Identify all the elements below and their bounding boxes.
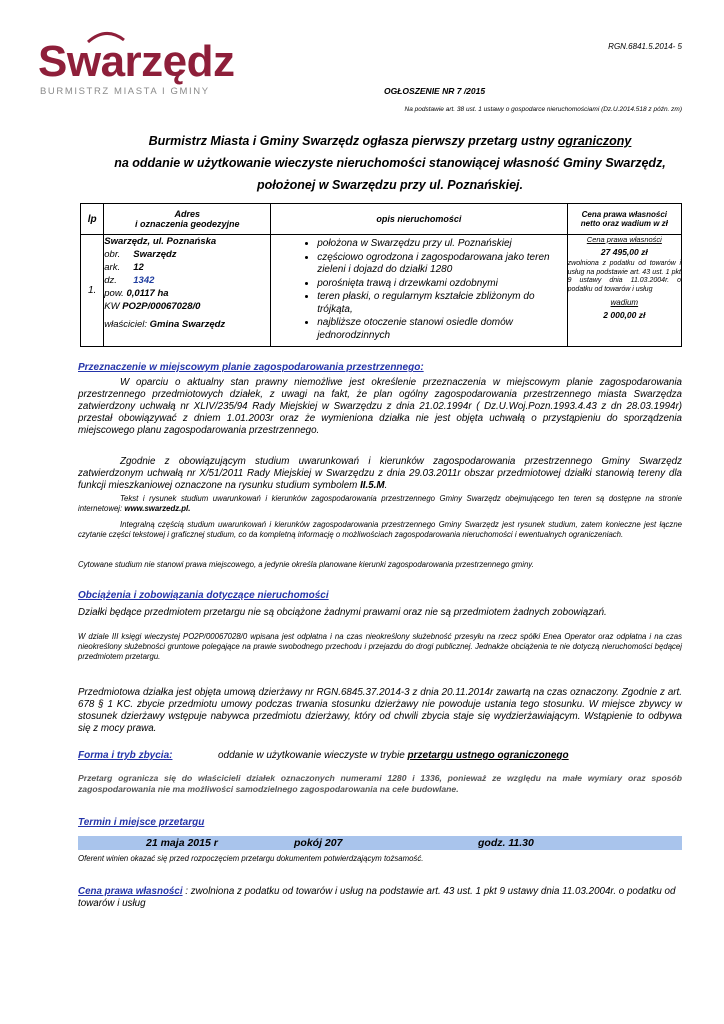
header-price: Cena prawa własności netto oraz wadium w zł	[567, 204, 681, 235]
price-label: Cena prawa własności	[586, 235, 662, 244]
list-item: • teren płaski, o regularnym kształcie zbliżonym do trójkąta,	[317, 291, 566, 316]
table-header-row	[81, 204, 682, 235]
purpose-paragraph-5: Cytowane studium nie stanowi prawa miejscowego, a jedynie określa planowane kierunki zagospodarowania przestrzennego gminy.	[78, 560, 534, 569]
table-row	[81, 235, 682, 347]
term-date: 21 maja 2015 r	[146, 837, 218, 849]
address-kw: KW PO2P/00067028/0	[104, 301, 201, 312]
encumbrances-section-title: Obciążenia i zobowiązania dotyczące nieruchomości	[78, 590, 329, 601]
term-highlight-bar	[78, 836, 682, 850]
price-tax-note: zwolniona z podatku od towarów i usług na podstawie art. 43 ust. 1 pkt 9 ustawy dnia 11.03.2004r. o podatku od towarów i usług	[567, 260, 681, 293]
list-item: • położona w Swarzędzu przy ul. Poznańskiej	[317, 238, 566, 251]
headline-line-1: Burmistrz Miasta i Gminy Swarzędz ogłasza pierwszy przetarg ustny ograniczony	[148, 134, 632, 148]
purpose-paragraph-3: Tekst i rysunek studium uwarunkowań i kierunków zagospodarowania przestrzennego Gminy Swarzędz obejmującego ten teren są dostępne na stronie internetowej: www.swarzedz.pl.	[78, 494, 682, 513]
deposit-label: wadium	[610, 298, 639, 307]
purpose-paragraph-2: Zgodnie z obowiązującym studium uwarunkowań i kierunków zagospodarowania przestrzennego Gminy Swarzędz zatwierdzonym uchwałą nr X/51/2011 Rady Miejskiej w Swarzędzu z dnia 29.03.2011r obszar przedmiotowej działki stanowią tereny dla funkcji mieszkaniowej oznaczone na rysunku studium symbolem II.5.M.	[78, 456, 682, 491]
term-note: Oferent winien okazać się przed rozpoczęciem przetargu dokumentem potwierdzającym tożsamość.	[78, 854, 424, 863]
list-item: • najbliższe otoczenie stanowi osiedle domów jednorodzinnych	[317, 317, 566, 342]
term-time: godz. 11.30	[478, 837, 534, 849]
encumbrances-paragraph-3: Przedmiotowa działka jest objęta umową dzierżawy nr RGN.6845.37.2014-3 z dnia 20.11.2014r zawartą na czas oznaczony. Zgodnie z art. 678 § 1 KC. zbycie przedmiotu umowy podczas trwania stosunku dzierżawy nie powoduje ustania tego stosunku. W miejsce zbywcy w stosunek dzierżawy wstępuje nabywca przedmiotu dzierżawy, który od chwili zbycia staje się wydzierżawiającym. Wstąpienie to odbywa się z mocy prawa.	[78, 687, 682, 734]
header-lp: lp	[81, 204, 104, 235]
address-ark: ark. 12	[104, 262, 144, 273]
list-item: • porośnięta trawą i drzewkami ozdobnymi	[317, 278, 566, 291]
row-lp: 1.	[81, 235, 104, 347]
deposit-value: 2 000,00 zł	[603, 309, 646, 320]
row-description	[271, 235, 567, 347]
purpose-section-title: Przeznaczenie w miejscowym planie zagospodarowania przestrzennego:	[78, 362, 424, 373]
term-room: pokój 207	[294, 837, 343, 849]
address-pow: pow. 0,0117 ha	[104, 288, 169, 299]
encumbrances-paragraph-1: Działki będące przedmiotem przetargu nie są obciążone żadnymi prawami oraz nie są przedmiotem żadnych zobowiązań.	[78, 607, 607, 618]
address-dz: dz. 1342	[104, 275, 155, 286]
row-address	[104, 235, 271, 347]
logo-wordmark: Swarzędz	[38, 37, 235, 86]
row-price	[567, 235, 681, 347]
encumbrances-paragraph-2: W dziale III księgi wieczystej PO2P/00067028/0 wpisana jest odpłatna i na czas nieokreślony służebność przesyłu na rzecz spółki Enea Operator oraz odpłatna i na czas nieokreślony służebności gruntowe polegające na prawie swobodnego przechodu i przejazdu do drogi publicznej. Jednakże obciążenia te nie dotyczą nieruchomości będącej przedmiotem przetargu.	[78, 632, 682, 661]
form-section-title: Forma i tryb zbycia:	[78, 750, 173, 761]
header-description: opis nieruchomości	[271, 204, 567, 235]
price-footer: Cena prawa własności : zwolniona z podatku od towarów i usług na podstawie art. 43 ust. 1 pkt 9 ustawy dnia 11.03.2004r. o podatku od towarów i usług	[78, 886, 676, 909]
header-address: Adres i oznaczenia geodezyjne	[104, 204, 271, 235]
address-title: Swarzędz, ul. Poznańska	[104, 236, 217, 247]
legal-basis: Na podstawie art. 38 ust. 1 ustawy o gospodarce nieruchomościami (Dz.U.2014.518 z późn. zm)	[404, 106, 682, 113]
logo-subtitle: BURMISTRZ MIASTA I GMINY	[40, 86, 210, 97]
form-restriction-note: Przetarg ogranicza się do właścicieli działek oznaczonych numerami 1280 i 1336, ponieważ ze względu na małe wymiary oraz sposób zagospodarowania nie ma możliwości samodzielnego zagospodarowania na cele budowlane.	[78, 773, 682, 794]
address-owner: właściciel: Gmina Swarzędz	[104, 319, 226, 330]
address-obr: obr. Swarzędz	[104, 249, 177, 260]
form-text: oddanie w użytkowanie wieczyste w trybie przetargu ustnego ograniczonego	[218, 750, 569, 761]
term-section-title: Termin i miejsce przetargu	[78, 817, 205, 828]
purpose-paragraph-4: Integralną częścią studium uwarunkowań i kierunków zagospodarowania przestrzennego Gminy Swarzędz jest rysunek studium, zatem konieczne jest łączne czytanie części tekstowej i graficznej studium, co da kompletną informację o możliwościach zagospodarowania nieruchomości i ewentualnych ograniczeniach.	[78, 520, 682, 539]
document-reference: RGN.6841.5.2014- 5	[608, 42, 682, 51]
list-item: • częściowo ogrodzona i zagospodarowana jako teren zieleni i dojazd do działki 1280	[317, 252, 566, 277]
property-table	[80, 203, 682, 347]
purpose-paragraph-1: W oparciu o aktualny stan prawny niemożliwe jest określenie przeznaczenia w miejscowym planie zagospodarowania przestrzennego przedmiotowych działek, z uwagi na fakt, że plan ogólny zagospodarowania przestrzennego miasta Swarzędza zatwierdzony uchwałą nr XLIV/235/94 Rady Miejskiej w Swarzędzu z dnia 21.02.1994r ( Dz.U.Woj.Pozn.1993.4.43 z dn 28.03.1994r) przestał obowiązywać z dniem 1.01.2003r oraz że wymieniona działka nie jest objęta uchwałą o przystąpieniu do sporządzenia miejscowego planu zagospodarowania przestrzennego.	[78, 377, 682, 436]
logo-arc-icon	[86, 30, 126, 44]
headline-line-3: położonej w Swarzędzu przy ul. Poznańskiej.	[256, 178, 523, 192]
headline-line-2: na oddanie w użytkowanie wieczyste nieruchomości stanowiącej własność Gminy Swarzędz,	[114, 156, 666, 170]
price-value: 27 495,00 zł	[600, 246, 648, 257]
announcement-title: OGŁOSZENIE NR 7 /2015	[384, 86, 486, 96]
